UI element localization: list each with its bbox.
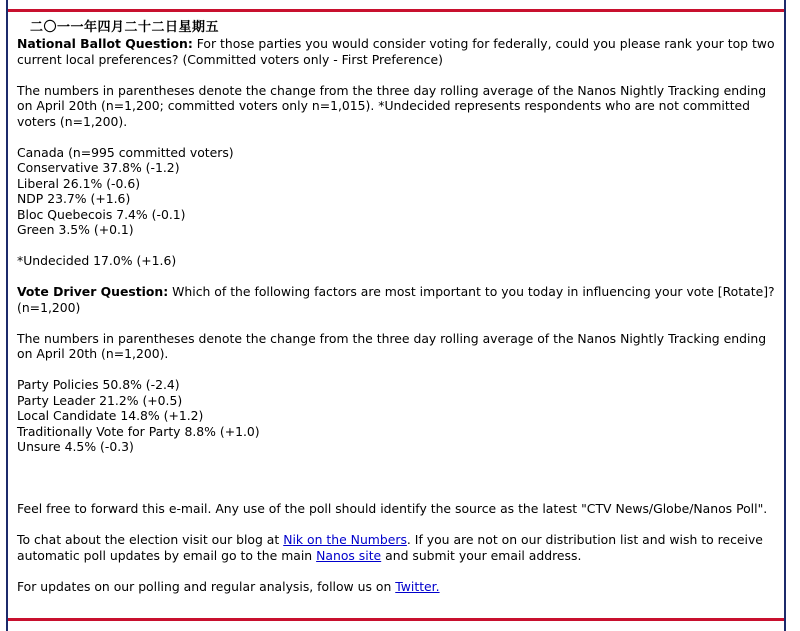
forward-note: Feel free to forward this e-mail. Any use of the poll should identify the source as the latest "CTV News/Globe/Nanos Poll".	[17, 501, 768, 516]
chat-text-pre: To chat about the election visit our blog at	[17, 532, 284, 547]
driver-result: Unsure 4.5% (-0.3)	[17, 439, 134, 454]
ballot-question	[17, 36, 777, 67]
ballot-label: National Ballot Question:	[17, 36, 193, 51]
driver-result: Traditionally Vote for Party 8.8% (+1.0)	[17, 423, 260, 439]
driver-note: The numbers in parentheses denote the change from the three day rolling average of the Nanos Nightly Tracking ending on April 20th (n=1,200).	[17, 330, 767, 361]
chat-text-post: and submit your email address.	[381, 547, 582, 563]
ballot-result: NDP 23.7% (+1.6)	[17, 191, 131, 206]
chat-text-mid: . If you are not on our distribution list and wish to receive automatic poll updates by email go to the main	[17, 532, 763, 563]
driver-question	[17, 284, 777, 315]
ballot-text: For those parties you would consider voting for federally, could you please rank your top two current local preferences? (Committed voters only - First Preference)	[17, 36, 775, 67]
undecided-result: *Undecided 17.0% (+1.6)	[17, 253, 177, 268]
updates-text: For updates on our polling and regular analysis, follow us on	[17, 578, 396, 594]
ballot-note: The numbers in parentheses denote the change from the three day rolling average of the Nanos Nightly Tracking ending on April 20th (n=1,200; committed voters only n=1,015). *Undecided represents respondents who are not committed voters (n=1,200).	[17, 82, 767, 129]
driver-result: Local Candidate 14.8% (+1.2)	[17, 408, 204, 423]
ballot-result: Liberal 26.1% (-0.6)	[17, 175, 141, 191]
top-rule	[8, 9, 784, 12]
nanos-site-link[interactable]: Nanos site	[316, 547, 382, 563]
ballot-result: Canada (n=995 committed voters)	[17, 144, 234, 160]
updates-paragraph	[17, 579, 777, 595]
driver-result: Party Leader 21.2% (+0.5)	[17, 392, 183, 408]
date-line: 二〇一一年四月二十二日星期五	[30, 20, 220, 35]
email-body	[17, 36, 777, 594]
nik-on-the-numbers-link[interactable]: Nik on the Numbers	[283, 532, 407, 547]
ballot-result: Green 3.5% (+0.1)	[17, 222, 134, 237]
chat-paragraph	[17, 532, 777, 563]
bottom-rule	[8, 618, 784, 621]
driver-label: Vote Driver Question:	[17, 284, 169, 299]
driver-result: Party Policies 50.8% (-2.4)	[17, 377, 180, 392]
ballot-result: Conservative 37.8% (-1.2)	[17, 160, 180, 175]
ballot-result: Bloc Quebecois 7.4% (-0.1)	[17, 206, 186, 222]
driver-text: Which of the following factors are most important to you today in influencing your vote [Rotate]? (n=1,200)	[17, 284, 775, 315]
twitter-link[interactable]: Twitter.	[395, 578, 440, 594]
